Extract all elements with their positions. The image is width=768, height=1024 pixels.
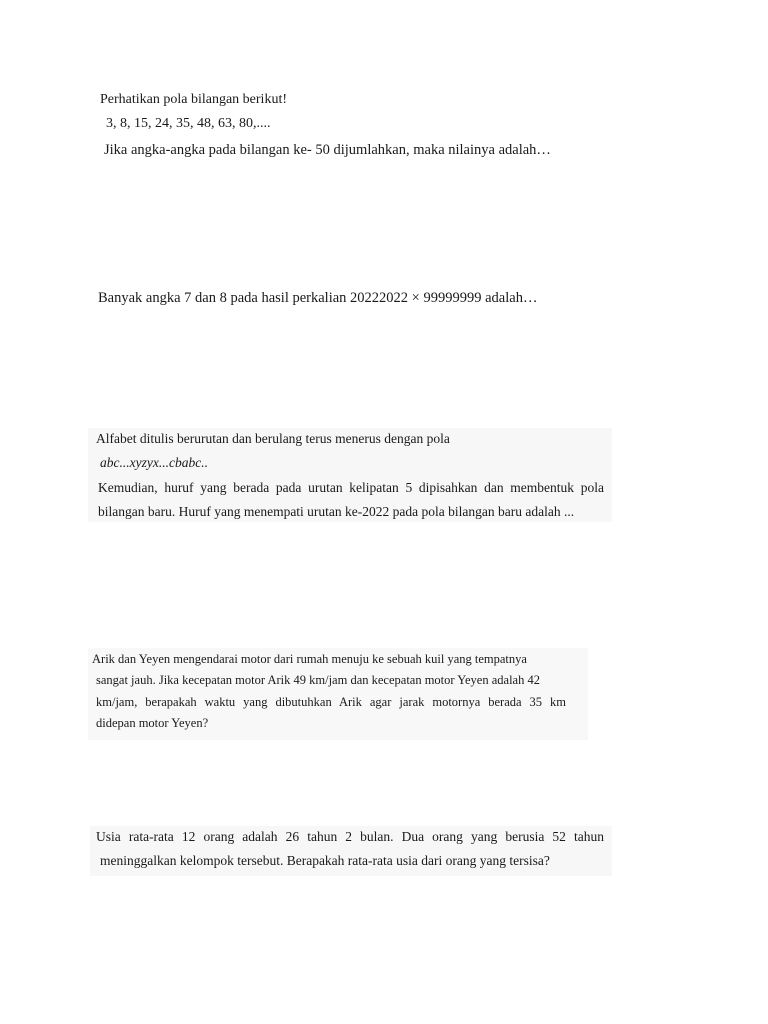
problem-3-pattern: abc...xyzyx...cbabc..	[100, 455, 208, 470]
problem-1-question: Jika angka-angka pada bilangan ke- 50 dijumlahkan, maka nilainya adalah…	[104, 142, 551, 158]
problem-5	[90, 826, 612, 876]
problem-1-sequence: 3, 8, 15, 24, 35, 48, 63, 80,....	[106, 116, 271, 131]
problem-1	[92, 88, 551, 164]
problem-3	[88, 428, 612, 522]
problem-3-line-4: bilangan baru. Huruf yang menempati urutan ke-2022 pada pola bilangan baru adalah ...	[98, 504, 575, 519]
problem-4	[88, 648, 588, 740]
problem-3-line-1: Alfabet ditulis berurutan dan berulang terus menerus dengan pola	[96, 431, 450, 446]
problem-3-line-3: Kemudian, huruf yang berada pada urutan kelipatan 5 dipisahkan dan membentuk pola	[98, 480, 604, 495]
problem-2-question: Banyak angka 7 dan 8 pada hasil perkalian 20222022 × 99999999 adalah…	[98, 290, 538, 306]
problem-4-line-3: km/jam, berapakah waktu yang dibutuhkan Arik agar jarak motornya berada 35 km	[96, 695, 566, 709]
problem-1-line-1: Perhatikan pola bilangan berikut!	[100, 92, 287, 107]
problem-4-line-1: Arik dan Yeyen mengendarai motor dari rumah menuju ke sebuah kuil yang tempatnya	[92, 652, 527, 666]
problem-4-line-4: didepan motor Yeyen?	[96, 716, 209, 730]
problem-5-line-1: Usia rata-rata 12 orang adalah 26 tahun 2 bulan. Dua orang yang berusia 52 tahun	[96, 829, 604, 844]
problem-2	[92, 286, 554, 312]
problem-4-line-2: sangat jauh. Jika kecepatan motor Arik 49 km/jam dan kecepatan motor Yeyen adalah 42	[96, 673, 540, 687]
problem-5-line-2: meninggalkan kelompok tersebut. Berapakah rata-rata usia dari orang yang tersisa?	[100, 853, 550, 868]
